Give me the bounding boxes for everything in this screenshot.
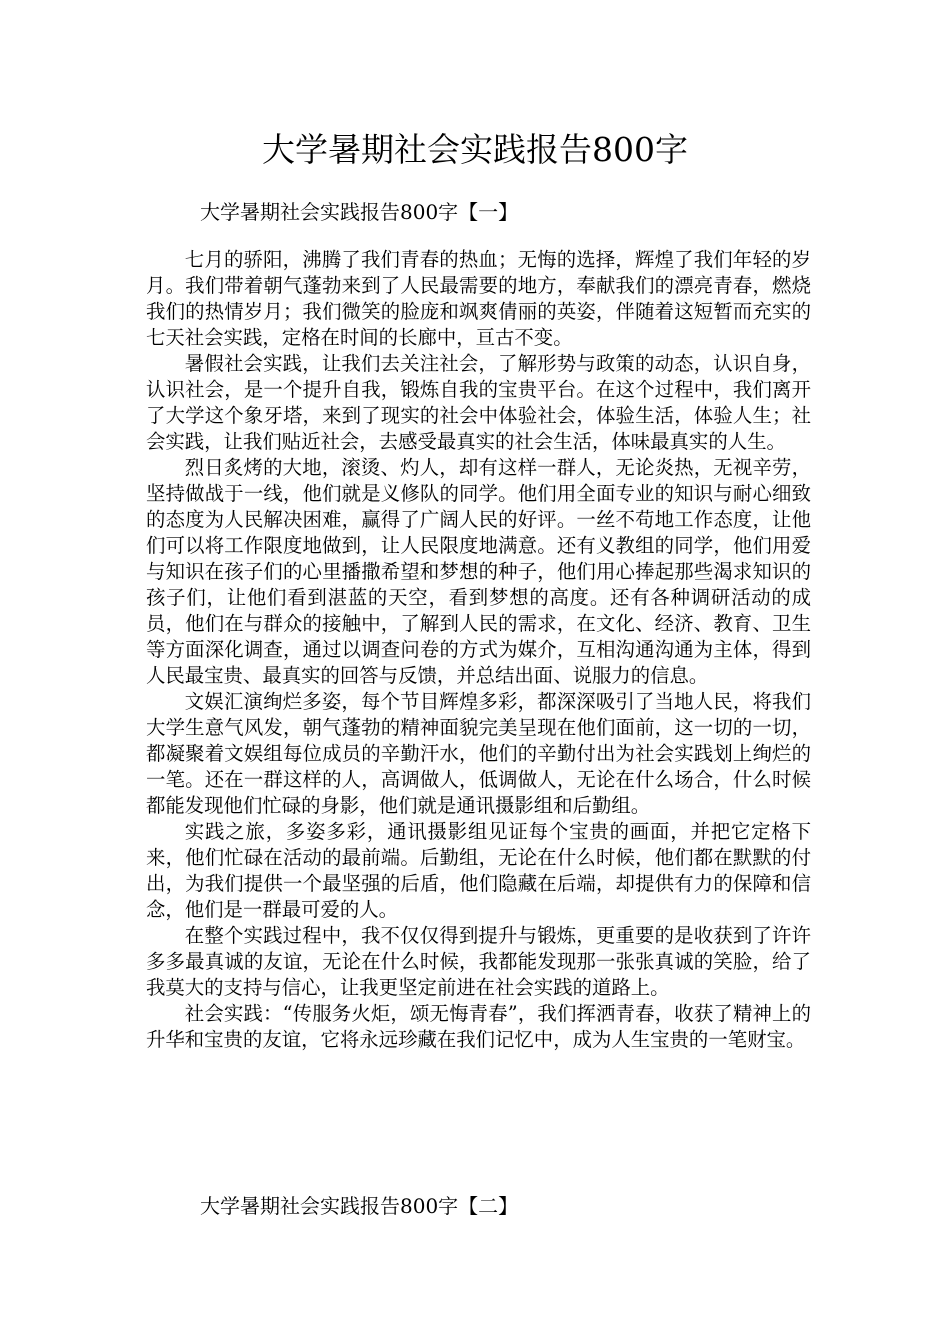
body-paragraph-3: 烈日炙烤的大地，滚烫、灼人，却有这样一群人，无论炎热，无视辛劳，坚持做战于一线，他们就是义修队的同学。他们用全面专业的知识与耐心细致的态度为人民解决困难，赢得了广阔人民的好评。一丝不苟地工作态度，让他们可以将工作限度地做到，让人民限度地满意。还有义教组的同学，他们用爱与知识在孩子们的心里播撒希望和梦想的种子，他们用心捧起那些渴求知识的孩子们，让他们看到湛蓝的天空，看到梦想的高度。还有各种调研活动的成员，他们在与群众的接触中，了解到人民的需求，在文化、经济、教育、卫生等方面深化调查，通过以调查问卷的方式为媒介，互相沟通沟通为主体，得到人民最宝贵、最真实的回答与反馈，并总结出面、说服力的信息。: [146, 456, 811, 687]
document-title: 大学暑期社会实践报告800字: [262, 130, 688, 169]
document-body: [146, 247, 811, 1053]
section-heading-2: 大学暑期社会实践报告800字【二】: [200, 1194, 519, 1218]
body-paragraph-2: 暑假社会实践，让我们去关注社会，了解形势与政策的动态，认识自身，认识社会，是一个提升自我，锻炼自我的宝贵平台。在这个过程中，我们离开了大学这个象牙塔，来到了现实的社会中体验社会，体验生活，体验人生；社会实践，让我们贴近社会，去感受最真实的社会生活，体味最真实的人生。: [146, 352, 811, 453]
body-paragraph-4: 文娱汇演绚烂多姿，每个节目辉煌多彩，都深深吸引了当地人民，将我们大学生意气风发，朝气蓬勃的精神面貌完美呈现在他们面前，这一切的一切，都凝聚着文娱组每位成员的辛勤汗水，他们的辛勤付出为社会实践划上绚烂的一笔。还在一群这样的人，高调做人，低调做人，无论在什么场合，什么时候都能发现他们忙碌的身影，他们就是通讯摄影组和后勤组。: [146, 690, 811, 817]
body-paragraph-1: 七月的骄阳，沸腾了我们青春的热血；无悔的选择，辉煌了我们年轻的岁月。我们带着朝气蓬勃来到了人民最需要的地方，奉献我们的漂亮青春，燃烧我们的热情岁月；我们微笑的脸庞和飒爽倩丽的英姿，伴随着这短暂而充实的七天社会实践，定格在时间的长廊中，亘古不变。: [146, 248, 811, 349]
section-heading-1: 大学暑期社会实践报告800字【一】: [200, 200, 519, 224]
body-paragraph-6: 在整个实践过程中，我不仅仅得到提升与锻炼，更重要的是收获到了许许多多最真诚的友谊，无论在什么时候，我都能发现那一张张真诚的笑脸，给了我莫大的支持与信心，让我更坚定前进在社会实践的道路上。: [146, 924, 811, 999]
body-paragraph-5: 实践之旅，多姿多彩，通讯摄影组见证每个宝贵的画面，并把它定格下来，他们忙碌在活动的最前端。后勤组，无论在什么时候，他们都在默默的付出，为我们提供一个最坚强的后盾，他们隐藏在后端，却提供有力的保障和信念，他们是一群最可爱的人。: [146, 820, 811, 921]
body-paragraph-7: 社会实践：“传服务火炬，颂无悔青春”，我们挥洒青春，收获了精神上的升华和宝贵的友谊，它将永远珍藏在我们记忆中，成为人生宝贵的一笔财宝。: [146, 1002, 811, 1051]
